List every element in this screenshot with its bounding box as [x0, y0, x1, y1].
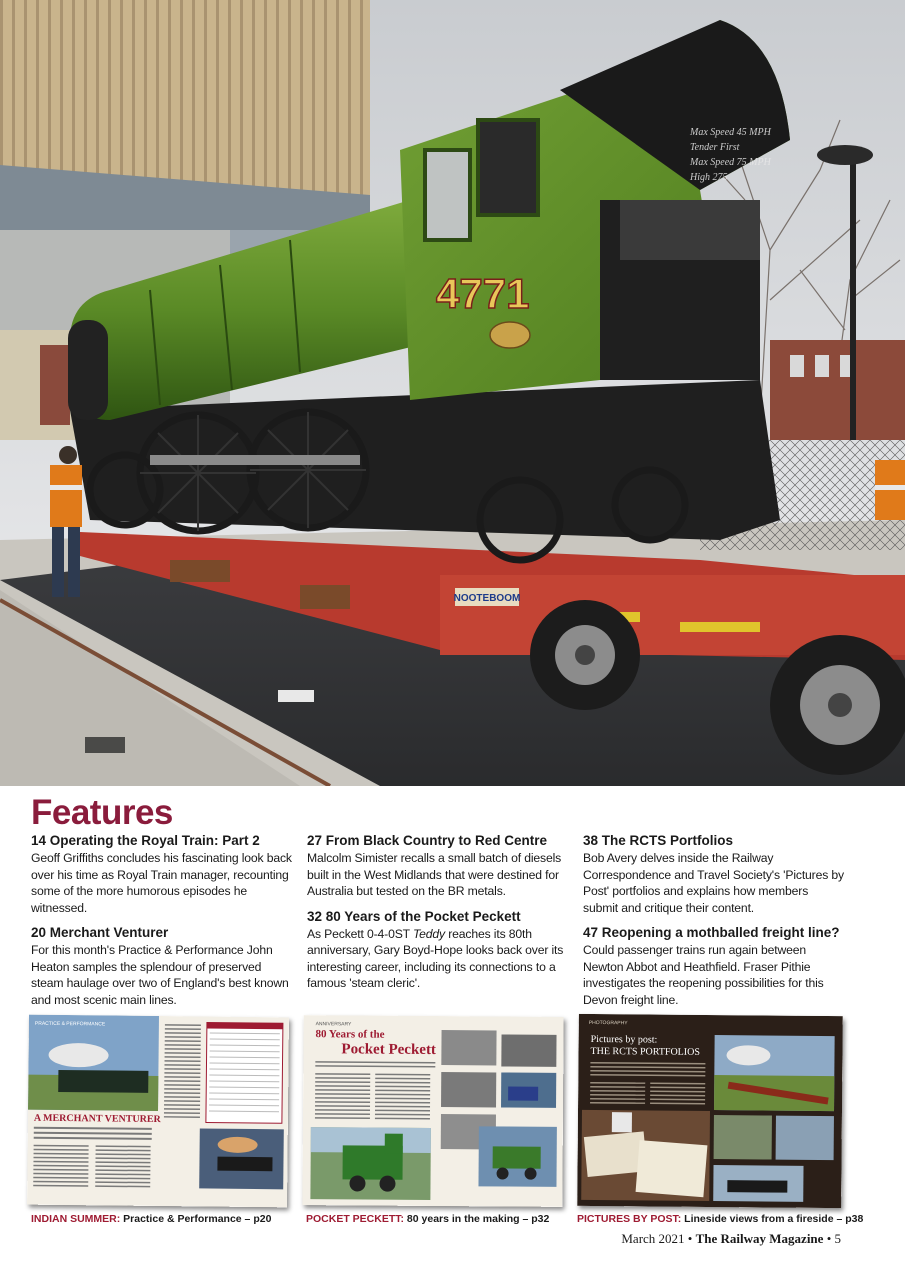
loco-name-teddy: Teddy: [412, 926, 445, 941]
thumb3-kicker: PHOTOGRAPHY: [588, 1019, 628, 1027]
chalk-line-2: Tender First: [690, 142, 740, 153]
chalk-line-3: Max Speed 75 MPH: [690, 157, 771, 168]
caption-text: 80 years in the making – p32: [404, 1213, 550, 1225]
feature-body-pre: As Peckett 0-4-0ST: [307, 926, 413, 941]
caption-highlight: PICTURES BY POST:: [577, 1213, 682, 1225]
page-number: 5: [834, 1231, 841, 1246]
thumb1-kicker: PRACTICE & PERFORMANCE: [34, 1020, 106, 1028]
feature-item: [583, 832, 845, 916]
thumb3-headline-top: Pictures by post:: [590, 1033, 658, 1046]
feature-heading: 38 The RCTS Portfolios: [583, 833, 734, 848]
spread-thumbnail-rcts-portfolios[interactable]: [577, 1014, 843, 1208]
chalk-line-1: Max Speed 45 MPH: [690, 127, 771, 138]
caption-highlight: POCKET PECKETT:: [306, 1213, 405, 1225]
separator: •: [826, 1231, 832, 1246]
feature-body: Could passenger trains run again between Newton Abbot and Heathfield. Fraser Pithie investigates the reopening possibilities for this Devon freight line.: [583, 943, 824, 1007]
features-column-2: [307, 832, 569, 1000]
page-footer: [621, 1231, 841, 1247]
feature-heading: 20 Merchant Venturer: [31, 925, 169, 940]
spread-thumbnail-pocket-peckett[interactable]: [302, 1015, 563, 1207]
thumbnail-caption-3: [577, 1213, 863, 1225]
feature-heading: 47 Reopening a mothballed freight line?: [583, 925, 840, 940]
feature-heading: 32 80 Years of the Pocket Peckett: [307, 908, 521, 924]
separator: •: [687, 1231, 693, 1246]
loco-number: 4771: [436, 270, 530, 317]
feature-heading: 27 From Black Country to Red Centre: [307, 833, 548, 848]
caption-highlight: INDIAN SUMMER:: [31, 1213, 121, 1225]
feature-body-post: reaches its 80th anniversary, Gary Boyd-Hope looks back over its interesting career, including its connections to a famous 'steam cleric'.: [307, 926, 564, 990]
feature-body: Malcolm Simister recalls a small batch of diesels built in the West Midlands that were destined for Australia but tested on the BR metals.: [307, 851, 562, 898]
feature-item: [307, 908, 569, 992]
thumb2-headline: Pocket Peckett: [341, 1041, 437, 1059]
thumbnail-caption-1: [31, 1213, 271, 1225]
feature-body: For this month's Practice & Performance John Heaton samples the splendour of preserved steam haulage over two of England's best known and most scenic main lines.: [31, 943, 289, 1007]
feature-body: Geoff Griffiths concludes his fascinating look back over his time as Royal Train manager, recounting some of the more humorous episodes he witnessed.: [31, 851, 292, 915]
feature-item: [31, 924, 293, 1008]
caption-text: Practice & Performance – p20: [120, 1213, 272, 1225]
feature-item: [583, 924, 845, 1008]
feature-heading: 14 Operating the Royal Train: Part 2: [31, 833, 260, 848]
feature-item: [307, 832, 569, 900]
caption-text: Lineside views from a fireside – p38: [681, 1213, 864, 1225]
issue-date: March 2021: [621, 1231, 685, 1246]
magazine-name: The Railway Magazine: [695, 1231, 824, 1246]
chalk-line-4: High 275: [690, 172, 728, 183]
thumbnail-caption-2: [306, 1213, 549, 1225]
features-title: Features: [31, 793, 173, 832]
features-column-1: [31, 832, 293, 1016]
feature-item: [31, 832, 293, 916]
thumb3-headline: THE RCTS PORTFOLIOS: [590, 1045, 700, 1058]
feature-body: [307, 926, 569, 992]
thumb2-kicker: ANNIVERSARY: [315, 1021, 352, 1028]
features-column-3: [583, 832, 845, 1016]
feature-body: Bob Avery delves inside the Railway Correspondence and Travel Society's 'Pictures by Post' portfolios and explains how members submit and critique their content.: [583, 851, 844, 915]
trailer-brand: NOOTEBOOM: [453, 593, 521, 604]
spread-thumbnail-merchant-venturer[interactable]: [27, 1015, 289, 1208]
thumb1-headline: A MERCHANT VENTURER: [33, 1112, 161, 1126]
thumb2-headline-top: 80 Years of the: [315, 1028, 385, 1041]
